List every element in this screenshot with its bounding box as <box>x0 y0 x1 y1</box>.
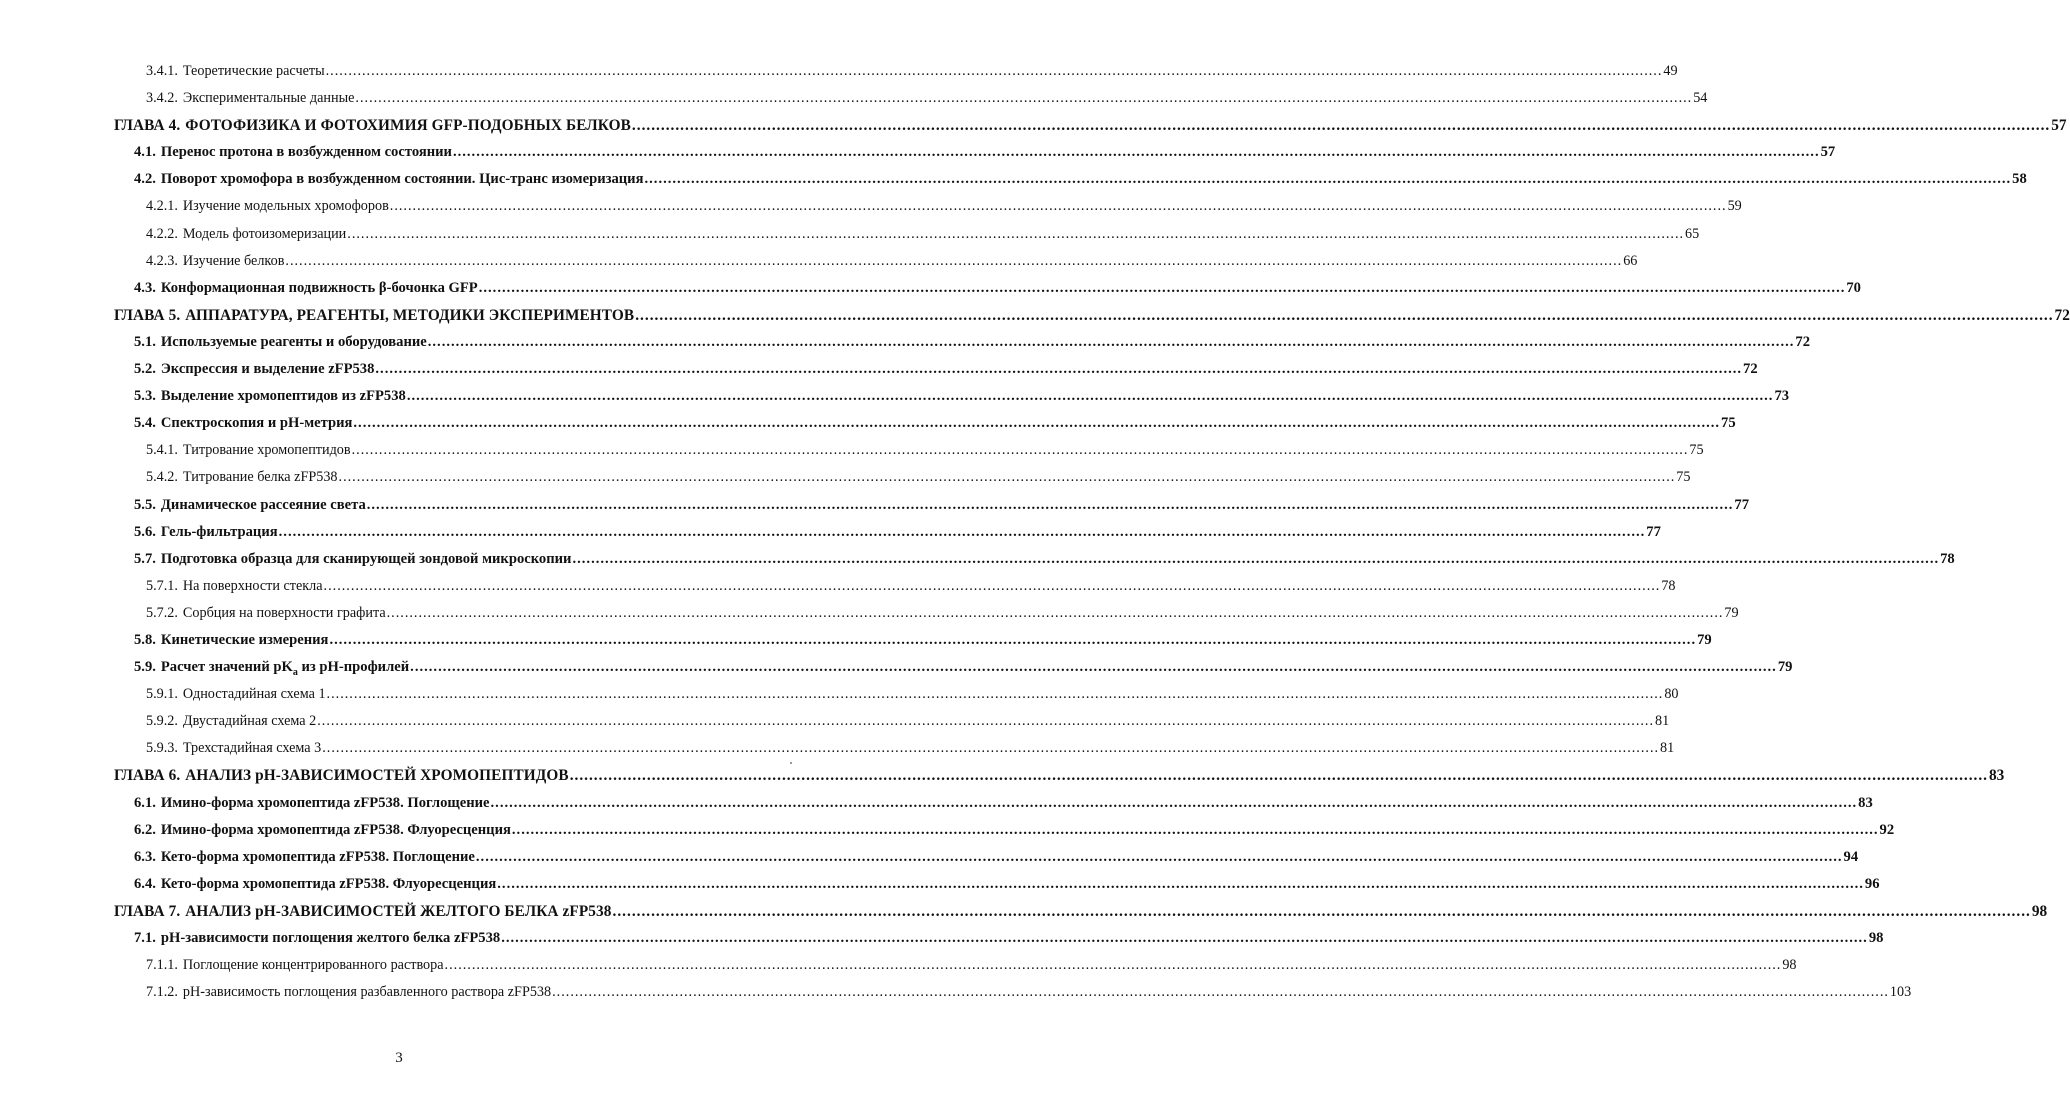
toc-entry[interactable] <box>0 519 1661 546</box>
toc-entry-page: 77 <box>1734 496 1749 513</box>
table-of-contents <box>0 58 2070 1006</box>
toc-entry[interactable] <box>0 844 1859 871</box>
toc-entry-title: Кето-форма хромопептида zFP538. Поглощение <box>160 848 475 865</box>
toc-entry[interactable] <box>0 383 1790 410</box>
toc-entry[interactable] <box>0 871 1880 898</box>
toc-leader-dots <box>428 329 1795 356</box>
toc-entry-title: Подготовка образца для сканирующей зондовой микроскопии <box>160 550 572 567</box>
toc-leader-dots <box>387 600 1724 627</box>
toc-entry-page: 79 <box>1777 659 1793 676</box>
toc-entry-title: Двустадийная схема 2 <box>182 713 317 730</box>
toc-leader-dots <box>353 410 1720 437</box>
toc-entry-number: 3.4.1. <box>146 63 178 79</box>
toc-leader-dots <box>375 356 1742 383</box>
toc-entry-page: 75 <box>1721 415 1736 432</box>
toc-entry-page: 54 <box>1693 90 1708 107</box>
toc-entry-page: 57 <box>1820 144 1836 161</box>
toc-entry[interactable] <box>0 464 1691 491</box>
toc-leader-dots <box>491 790 1858 817</box>
toc-leader-dots <box>512 817 1879 844</box>
toc-leader-dots <box>445 952 1782 979</box>
toc-entry[interactable] <box>0 627 1712 654</box>
toc-entry-page: 57 <box>2051 117 2067 135</box>
toc-entry-number: 4.2. <box>134 171 156 188</box>
toc-entry-number: 5.8. <box>134 631 156 648</box>
toc-leader-dots <box>476 844 1843 871</box>
toc-entry-number: ГЛАВА 6. <box>114 767 181 785</box>
toc-leader-dots <box>322 735 1659 762</box>
toc-entry-number: 6.1. <box>134 794 156 811</box>
toc-entry-title: АНАЛИЗ pH-ЗАВИСИМОСТЕЙ ХРОМОПЕПТИДОВ <box>185 767 569 785</box>
toc-leader-dots <box>570 762 1988 789</box>
toc-entry[interactable] <box>0 410 1736 437</box>
toc-leader-dots <box>497 871 1864 898</box>
toc-entry-title: Титрование белка zFP538 <box>182 469 338 486</box>
toc-entry-page: 58 <box>2012 171 2027 188</box>
toc-leader-dots <box>635 302 2053 329</box>
toc-entry[interactable] <box>0 898 2048 925</box>
toc-entry-page: 80 <box>1664 686 1679 703</box>
toc-entry-number: 5.3. <box>134 388 156 405</box>
toc-entry-number: 4.2.3. <box>146 252 178 269</box>
toc-entry-page: 94 <box>1843 848 1859 865</box>
toc-entry-page: 83 <box>1989 767 2005 785</box>
toc-entry[interactable] <box>0 85 1708 112</box>
toc-entry-page: 66 <box>1623 252 1638 269</box>
toc-entry[interactable] <box>0 925 1884 952</box>
toc-leader-dots <box>390 193 1727 220</box>
toc-entry-page: 78 <box>1940 550 1955 567</box>
toc-entry-title: Используемые реагенты и оборудование <box>160 333 427 350</box>
toc-entry[interactable] <box>0 492 1749 519</box>
toc-entry-title: Экспериментальные данные <box>182 90 355 107</box>
toc-leader-dots <box>327 681 1664 708</box>
toc-entry-number: 5.5. <box>134 496 156 513</box>
toc-entry-title: ФОТОФИЗИКА И ФОТОХИМИЯ GFP-ПОДОБНЫХ БЕЛКОВ <box>185 117 631 135</box>
toc-entry-page: 98 <box>1782 957 1797 974</box>
toc-entry-page: 49 <box>1663 63 1678 79</box>
toc-entry-title: Модель фотоизомеризации <box>182 225 347 242</box>
toc-entry[interactable] <box>0 329 1810 356</box>
toc-entry-number: 5.9. <box>134 659 156 676</box>
toc-entry[interactable] <box>0 139 1836 166</box>
toc-entry-page: 75 <box>1689 442 1704 459</box>
toc-entry-number: 5.4.1. <box>146 442 178 459</box>
toc-entry[interactable] <box>0 112 2067 139</box>
toc-entry[interactable] <box>0 248 1638 275</box>
toc-entry-page: 96 <box>1864 875 1880 892</box>
toc-entry-page: 81 <box>1660 740 1675 757</box>
toc-entry-title: На поверхности стекла <box>182 577 323 594</box>
toc-entry-title: АНАЛИЗ pH-ЗАВИСИМОСТЕЙ ЖЕЛТОГО БЕЛКА zFP538 <box>185 902 612 920</box>
toc-entry-title: Динамическое рассеяние света <box>160 496 366 513</box>
toc-entry-title: Имино-форма хромопептида zFP538. Поглощение <box>160 794 490 811</box>
toc-entry-number: 4.3. <box>134 279 156 296</box>
toc-leader-dots <box>501 925 1868 952</box>
toc-entry-number: ГЛАВА 7. <box>114 902 181 920</box>
toc-entry-title: Трехстадийная схема 3 <box>182 740 322 757</box>
toc-entry[interactable] <box>0 221 1700 248</box>
toc-entry-number: ГЛАВА 5. <box>114 306 181 324</box>
toc-entry[interactable] <box>0 654 1793 681</box>
toc-entry[interactable] <box>0 762 2005 789</box>
toc-entry-page: 98 <box>1868 930 1884 946</box>
toc-entry-number: 4.2.2. <box>146 225 178 242</box>
toc-entry-page: 72 <box>1795 333 1810 350</box>
toc-entry-page: 77 <box>1646 523 1661 540</box>
toc-entry-number: 5.4.2. <box>146 469 178 486</box>
toc-entry-number: 4.1. <box>134 144 156 161</box>
toc-entry[interactable] <box>0 573 1676 600</box>
subscript-a: a <box>292 666 298 678</box>
toc-entry-page: 72 <box>2054 306 2070 324</box>
toc-entry-title: Выделение хромопептидов из zFP538 <box>160 388 406 405</box>
toc-entry-page: 103 <box>1889 984 1912 1001</box>
toc-entry[interactable] <box>0 979 1912 1006</box>
toc-entry-number: 4.2.1. <box>146 198 178 215</box>
toc-leader-dots <box>572 546 1939 573</box>
toc-entry-page: 81 <box>1655 713 1670 730</box>
toc-leader-dots <box>632 112 2050 139</box>
toc-entry[interactable] <box>0 708 1670 735</box>
toc-entry-number: 5.9.3. <box>146 740 178 757</box>
toc-leader-dots <box>317 708 1654 735</box>
toc-entry[interactable] <box>0 193 1742 220</box>
toc-entry-title: Одностадийная схема 1 <box>182 686 326 703</box>
toc-entry-title: Спектроскопия и pH-метрия <box>160 415 353 432</box>
page-number: 3 <box>395 1050 403 1066</box>
toc-entry-number: 5.7.1. <box>146 577 178 594</box>
toc-entry-number: 5.7. <box>134 550 156 567</box>
toc-entry-page: 65 <box>1685 225 1700 242</box>
toc-entry-title: Сорбция на поверхности графита <box>182 604 386 621</box>
toc-entry-title: Поворот хромофора в возбужденном состоянии. Цис-транс изомеризация <box>160 171 644 188</box>
toc-entry-number: 5.4. <box>134 415 156 432</box>
toc-leader-dots <box>347 221 1684 248</box>
toc-entry-number: 5.9.1. <box>146 686 178 703</box>
toc-entry-title: Гель-фильтрация <box>160 523 278 540</box>
toc-entry-title: Поглощение концентрированного раствора <box>182 957 444 974</box>
toc-entry-page: 78 <box>1661 577 1676 594</box>
toc-leader-dots <box>410 654 1777 681</box>
toc-entry[interactable] <box>0 735 1675 762</box>
toc-entry[interactable] <box>0 437 1704 464</box>
toc-entry-page: 75 <box>1676 469 1691 486</box>
toc-leader-dots <box>279 519 1646 546</box>
toc-entry-page: 92 <box>1879 821 1895 838</box>
toc-entry-title: АППАРАТУРА, РЕАГЕНТЫ, МЕТОДИКИ ЭКСПЕРИМЕНТОВ <box>185 306 635 324</box>
toc-entry[interactable] <box>0 302 2070 329</box>
toc-leader-dots <box>552 979 1889 1006</box>
toc-leader-dots <box>355 85 1692 112</box>
toc-entry-page: 59 <box>1727 198 1742 215</box>
toc-entry-title: Конформационная подвижность β-бочонка GFP <box>160 279 478 296</box>
toc-leader-dots <box>479 275 1846 302</box>
toc-entry-number: 5.9.2. <box>146 713 178 730</box>
toc-entry-page: 73 <box>1774 388 1790 405</box>
toc-entry-title: pH-зависимости поглощения желтого белка zFP538 <box>160 930 501 946</box>
toc-entry[interactable] <box>0 356 1758 383</box>
toc-entry-title: Теоретические расчеты <box>182 63 325 79</box>
toc-entry[interactable] <box>0 952 1797 979</box>
toc-entry[interactable] <box>0 166 2027 193</box>
toc-entry-page: 79 <box>1724 604 1739 621</box>
toc-entry-title: Перенос протона в возбужденном состоянии <box>160 144 452 161</box>
toc-entry-page: 83 <box>1858 794 1873 811</box>
toc-entry-number: ГЛАВА 4. <box>114 117 181 135</box>
toc-entry-number: 7.1. <box>134 930 156 946</box>
toc-entry-number: 5.7.2. <box>146 604 178 621</box>
toc-leader-dots <box>352 437 1689 464</box>
toc-entry-title: Изучение модельных хромофоров <box>182 198 389 215</box>
toc-leader-dots <box>645 166 2012 193</box>
toc-entry[interactable] <box>0 790 1873 817</box>
toc-entry-title: Расчет значений $pK_a$ из pH-профилей <box>160 659 410 678</box>
toc-entry-page: 70 <box>1846 279 1861 296</box>
toc-leader-dots <box>285 248 1622 275</box>
toc-entry-number: 6.2. <box>134 821 156 838</box>
toc-leader-dots <box>613 898 2031 925</box>
toc-entry-page: 72 <box>1743 361 1758 378</box>
toc-entry-title: Экспрессия и выделение zFP538 <box>160 361 375 378</box>
toc-entry-title: Кето-форма хромопептида zFP538. Флуоресценция <box>160 875 497 892</box>
toc-entry[interactable] <box>0 817 1895 844</box>
toc-entry-number: 3.4.2. <box>146 90 178 107</box>
toc-entry-title: pH-зависимость поглощения разбавленного раствора zFP538 <box>182 984 552 1001</box>
toc-leader-dots <box>453 139 1820 166</box>
toc-leader-dots <box>339 464 1676 491</box>
toc-entry[interactable] <box>0 546 1955 573</box>
toc-leader-dots <box>326 58 1663 85</box>
toc-entry-number: 6.4. <box>134 875 156 892</box>
toc-entry-number: 5.6. <box>134 523 156 540</box>
toc-entry-number: 7.1.2. <box>146 984 178 1001</box>
toc-entry-number: 5.2. <box>134 361 156 378</box>
toc-leader-dots <box>324 573 1661 600</box>
toc-entry-number: 5.1. <box>134 333 156 350</box>
toc-entry-title: Имино-форма хромопептида zFP538. Флуоресценция <box>160 821 511 838</box>
toc-leader-dots <box>329 627 1696 654</box>
scan-mark <box>790 762 792 764</box>
toc-entry[interactable] <box>0 681 1679 708</box>
toc-entry-title: Титрование хромопептидов <box>182 442 351 459</box>
toc-entry[interactable] <box>0 600 1739 627</box>
toc-entry-page: 79 <box>1697 631 1712 648</box>
toc-leader-dots <box>407 383 1774 410</box>
toc-entry-number: 6.3. <box>134 848 156 865</box>
toc-entry[interactable] <box>0 58 1678 85</box>
toc-entry-title: Кинетические измерения <box>160 631 329 648</box>
toc-entry-number: 7.1.1. <box>146 957 178 974</box>
toc-entry-page: 98 <box>2031 902 2048 920</box>
toc-entry[interactable] <box>0 275 1861 302</box>
toc-leader-dots <box>367 492 1734 519</box>
toc-entry-title: Изучение белков <box>182 252 285 269</box>
